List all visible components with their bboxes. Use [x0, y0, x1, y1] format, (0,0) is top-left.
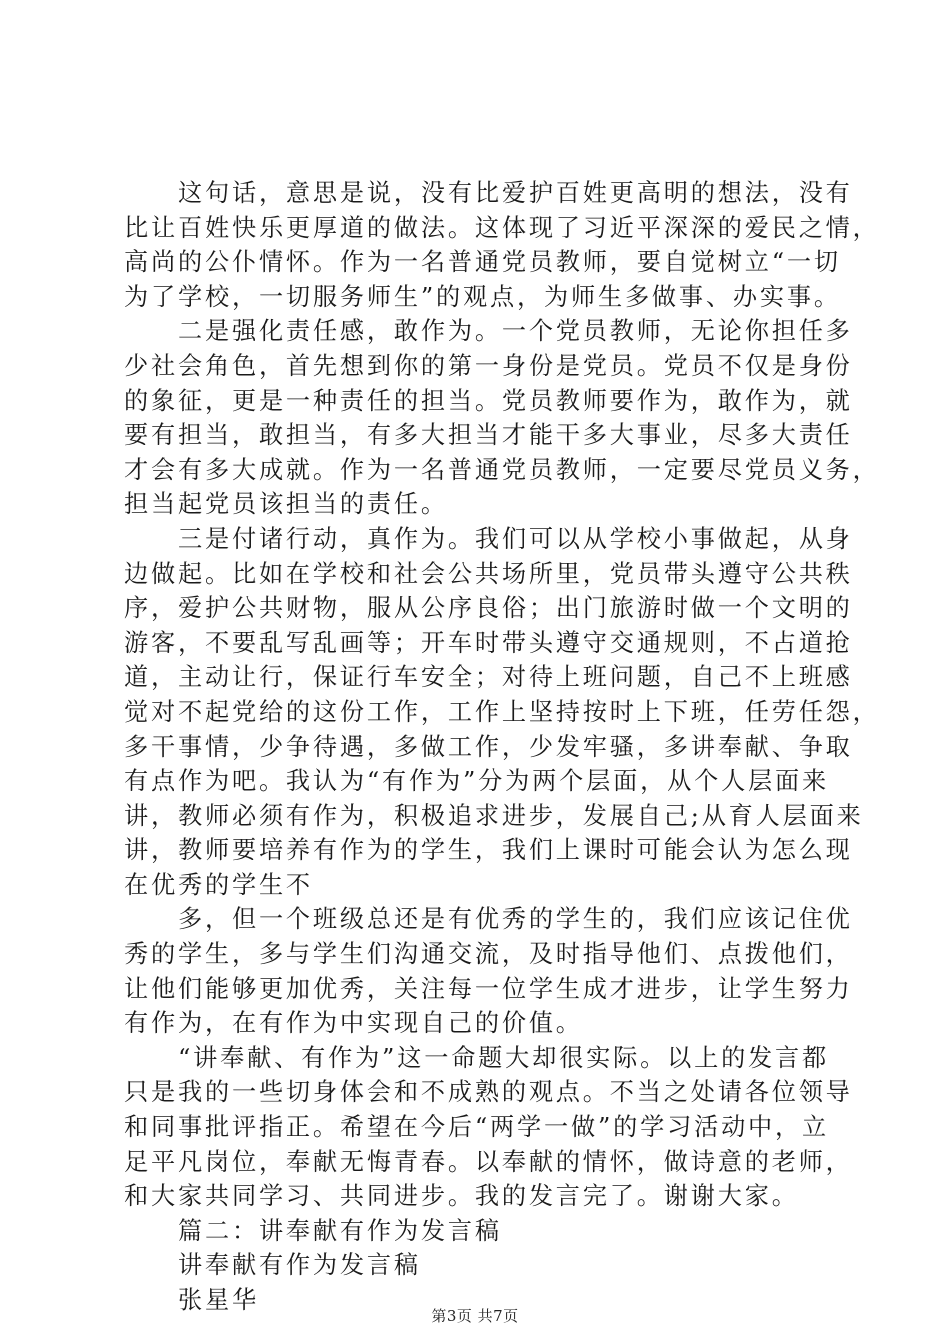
text-line: 这句话，意思是说，没有比爱护百姓更高明的想法，没有	[124, 179, 853, 207]
text-line: 和同事批评指正。希望在今后“两学一做”的学习活动中，立	[124, 1113, 830, 1142]
text-line: 讲，教师必须有作为，积极追求进步，发展自己;从育人层面来	[124, 801, 864, 830]
text-line: 让他们能够更加优秀，关注每一位学生成才进步，让学生努力	[124, 974, 853, 1003]
text-line: 觉对不起党给的这份工作，工作上坚持按时上下班，任劳任怨，	[124, 697, 880, 726]
text-line: 讲，教师要培养有作为的学生，我们上课时可能会认为怎么现	[124, 836, 853, 865]
text-line: 要有担当，敢担当，有多大担当才能干多大事业，尽多大责任	[124, 421, 853, 450]
text-line: 道，主动让行，保证行车安全；对待上班问题，自己不上班感	[124, 663, 853, 692]
text-line: 在优秀的学生不	[124, 870, 313, 899]
text-line: 有作为，在有作为中实现自己的价值。	[124, 1009, 583, 1038]
text-line: 秀的学生，多与学生们沟通交流，及时指导他们、点拨他们，	[124, 940, 853, 969]
text-line: 有点作为吧。我认为“有作为”分为两个层面，从个人层面来	[124, 767, 830, 796]
text-line: 担当起党员该担当的责任。	[124, 490, 448, 519]
text-line: 少社会角色，首先想到你的第一身份是党员。党员不仅是身份	[124, 351, 853, 380]
speech-title: 讲奉献有作为发言稿	[124, 1251, 421, 1280]
text-line: 足平凡岗位，奉献无悔青春。以奉献的情怀，做诗意的老师，	[124, 1147, 853, 1176]
text-line: 序，爱护公共财物，服从公序良俗；出门旅游时做一个文明的	[124, 594, 853, 623]
section-heading: 篇二：讲奉献有作为发言稿	[124, 1216, 502, 1245]
author-name: 张星华	[124, 1286, 259, 1314]
text-line: 三是付诸行动，真作为。我们可以从学校小事做起，从身	[124, 524, 853, 553]
text-line: 的象征，更是一种责任的担当。党员教师要作为，敢作为，就	[124, 386, 853, 415]
page-number-footer: 第3页 共7页	[431, 1307, 519, 1325]
text-line: 为了学校，一切服务师生”的观点，为师生多做事、办实事。	[124, 282, 841, 311]
text-line: 游客，不要乱写乱画等；开车时带头遵守交通规则，不占道抢	[124, 628, 853, 657]
text-line: 多，但一个班级总还是有优秀的学生的，我们应该记住优	[124, 905, 853, 934]
text-line: 多干事情，少争待遇，多做工作，少发牢骚，多讲奉献、争取	[124, 732, 853, 761]
text-line: 高尚的公仆情怀。作为一名普通党员教师，要自觉树立“一切	[124, 248, 841, 277]
text-line: 和大家共同学习、共同进步。我的发言完了。谢谢大家。	[124, 1182, 799, 1211]
text-line: 才会有多大成就。作为一名普通党员教师，一定要尽党员义务，	[124, 455, 880, 484]
text-line: 边做起。比如在学校和社会公共场所里，党员带头遵守公共秩	[124, 559, 853, 588]
text-line: “讲奉献、有作为”这一命题大却很实际。以上的发言都	[124, 1043, 830, 1072]
text-line: 比让百姓快乐更厚道的做法。这体现了习近平深深的爱民之情，	[124, 213, 880, 242]
document-body	[124, 176, 880, 1318]
text-line: 二是强化责任感，敢作为。一个党员教师，无论你担任多	[124, 317, 853, 346]
text-line: 只是我的一些切身体会和不成熟的观点。不当之处请各位领导	[124, 1078, 853, 1107]
